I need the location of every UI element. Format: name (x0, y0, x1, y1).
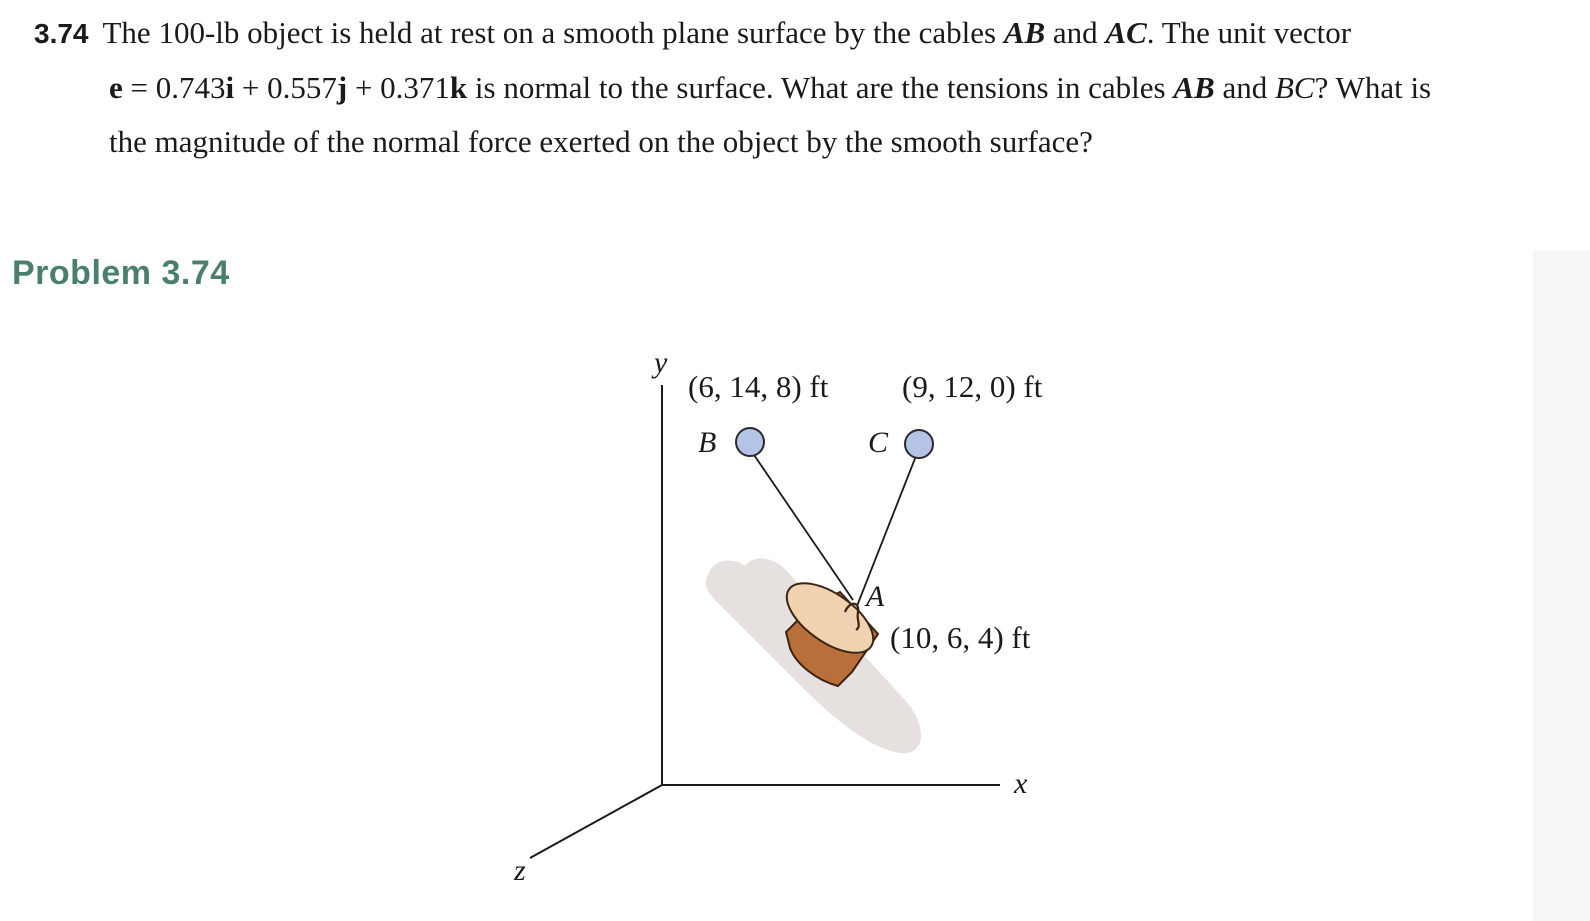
cable-ab-label: AB (1173, 70, 1215, 105)
cable-ac-label: AC (1105, 15, 1147, 50)
problem-heading: Problem 3.74 (12, 254, 230, 292)
z-axis-line (530, 785, 662, 858)
vector-e: e (109, 70, 123, 105)
point-b-label: B (698, 426, 717, 459)
y-axis-label: y (654, 346, 668, 379)
anchor-c (905, 430, 933, 458)
unit-vector-i: i (225, 70, 235, 105)
problem-text-segment: is normal to the surface. What are the tensions in cables (467, 70, 1174, 105)
vector-equation-part: = 0.743 (122, 70, 226, 105)
problem-text-segment: ? What is (1314, 70, 1432, 105)
problem-text-segment: The 100-lb object is held at rest on a smooth plane surface by the cables (102, 15, 1004, 50)
problem-number: 3.74 (34, 18, 89, 49)
anchor-b (736, 428, 764, 456)
problem-text-segment: . The unit vector (1146, 15, 1352, 50)
unit-vector-j: j (336, 70, 348, 105)
coord-b-label: (6, 14, 8) ft (688, 369, 829, 404)
problem-text-segment: and (1214, 70, 1275, 105)
coord-a-label: (10, 6, 4) ft (890, 620, 1031, 655)
cable-bc-label: BC (1274, 70, 1315, 105)
cable-ab-label: AB (1003, 15, 1046, 50)
vector-equation-part: + 0.371 (347, 70, 450, 105)
coord-c-label: (9, 12, 0) ft (902, 369, 1043, 404)
problem-text-segment: the magnitude of the normal force exerted on the object by the smooth surface? (109, 124, 1093, 159)
z-axis-label: z (514, 854, 526, 887)
point-a-label: A (866, 580, 885, 613)
x-axis-label: x (1014, 767, 1028, 800)
vector-equation-part: + 0.557 (234, 70, 337, 105)
problem-text-segment: and (1045, 15, 1106, 50)
unit-vector-k: k (449, 70, 468, 105)
point-c-label: C (868, 426, 889, 459)
